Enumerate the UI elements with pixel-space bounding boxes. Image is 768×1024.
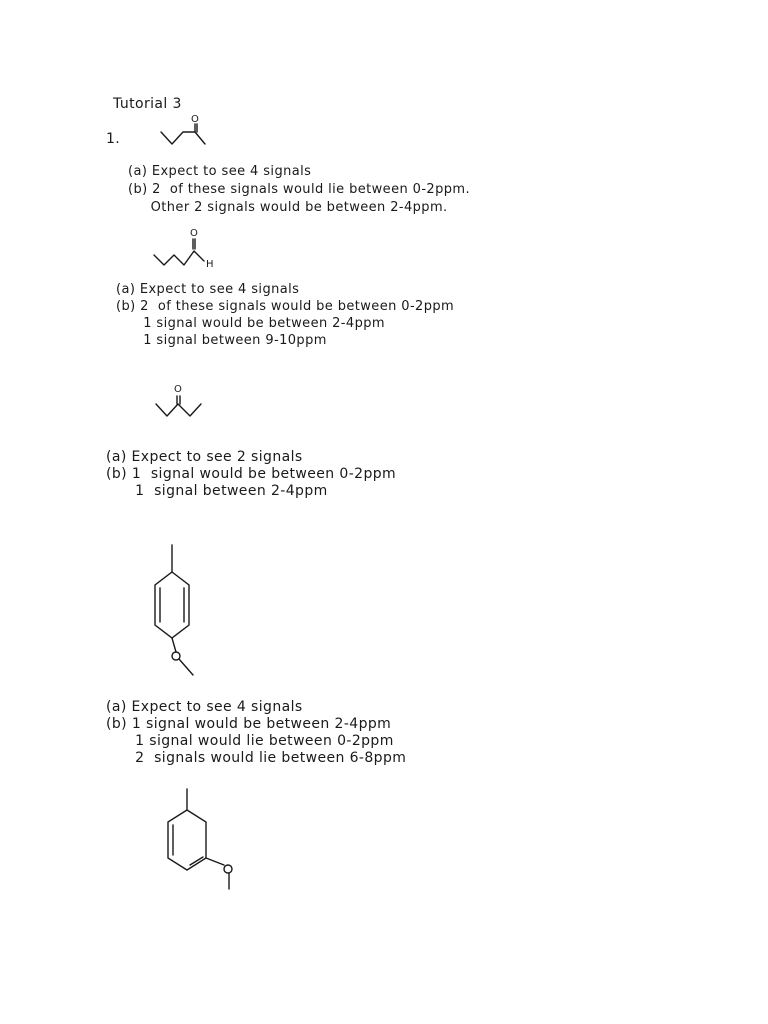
answer-line: 1 signal between 9-10ppm — [116, 333, 327, 348]
answer-line: (a) Expect to see 4 signals — [116, 282, 300, 297]
answer-line: 1 signal would be between 2-4ppm — [116, 316, 385, 331]
answer-line: 1 signal would lie between 0-2ppm — [106, 733, 394, 749]
answer-line: Other 2 signals would be between 2-4ppm. — [128, 200, 448, 215]
oxygen-label: O — [174, 384, 182, 395]
answer-line: (b) 1 signal would be between 2-4ppm — [106, 716, 392, 732]
answer-line: 1 signal between 2-4ppm — [106, 483, 328, 499]
answer-line: (b) 2 of these signals would be between 0-2ppm — [116, 299, 455, 314]
oxygen-label: O — [190, 228, 198, 239]
answer-line: (a) Expect to see 4 signals — [128, 164, 312, 179]
ketone-structure-1 — [155, 110, 215, 160]
oxygen-label: O — [191, 114, 199, 125]
meta-methylanisole-structure — [160, 785, 250, 905]
answer-line: (a) Expect to see 4 signals — [106, 699, 303, 715]
question-number: 1. — [106, 131, 121, 147]
para-methylanisole-structure — [145, 540, 215, 690]
answer-line: 2 signals would lie between 6-8ppm — [106, 750, 407, 766]
answer-line: (b) 2 of these signals would lie between 0-2ppm. — [128, 182, 470, 197]
page-title: Tutorial 3 — [113, 96, 182, 112]
hydrogen-label: H — [206, 259, 214, 270]
answer-line: (a) Expect to see 2 signals — [106, 449, 303, 465]
aldehyde-structure — [148, 225, 228, 275]
ketone-structure-2 — [150, 378, 220, 428]
answer-line: (b) 1 signal would be between 0-2ppm — [106, 466, 397, 482]
